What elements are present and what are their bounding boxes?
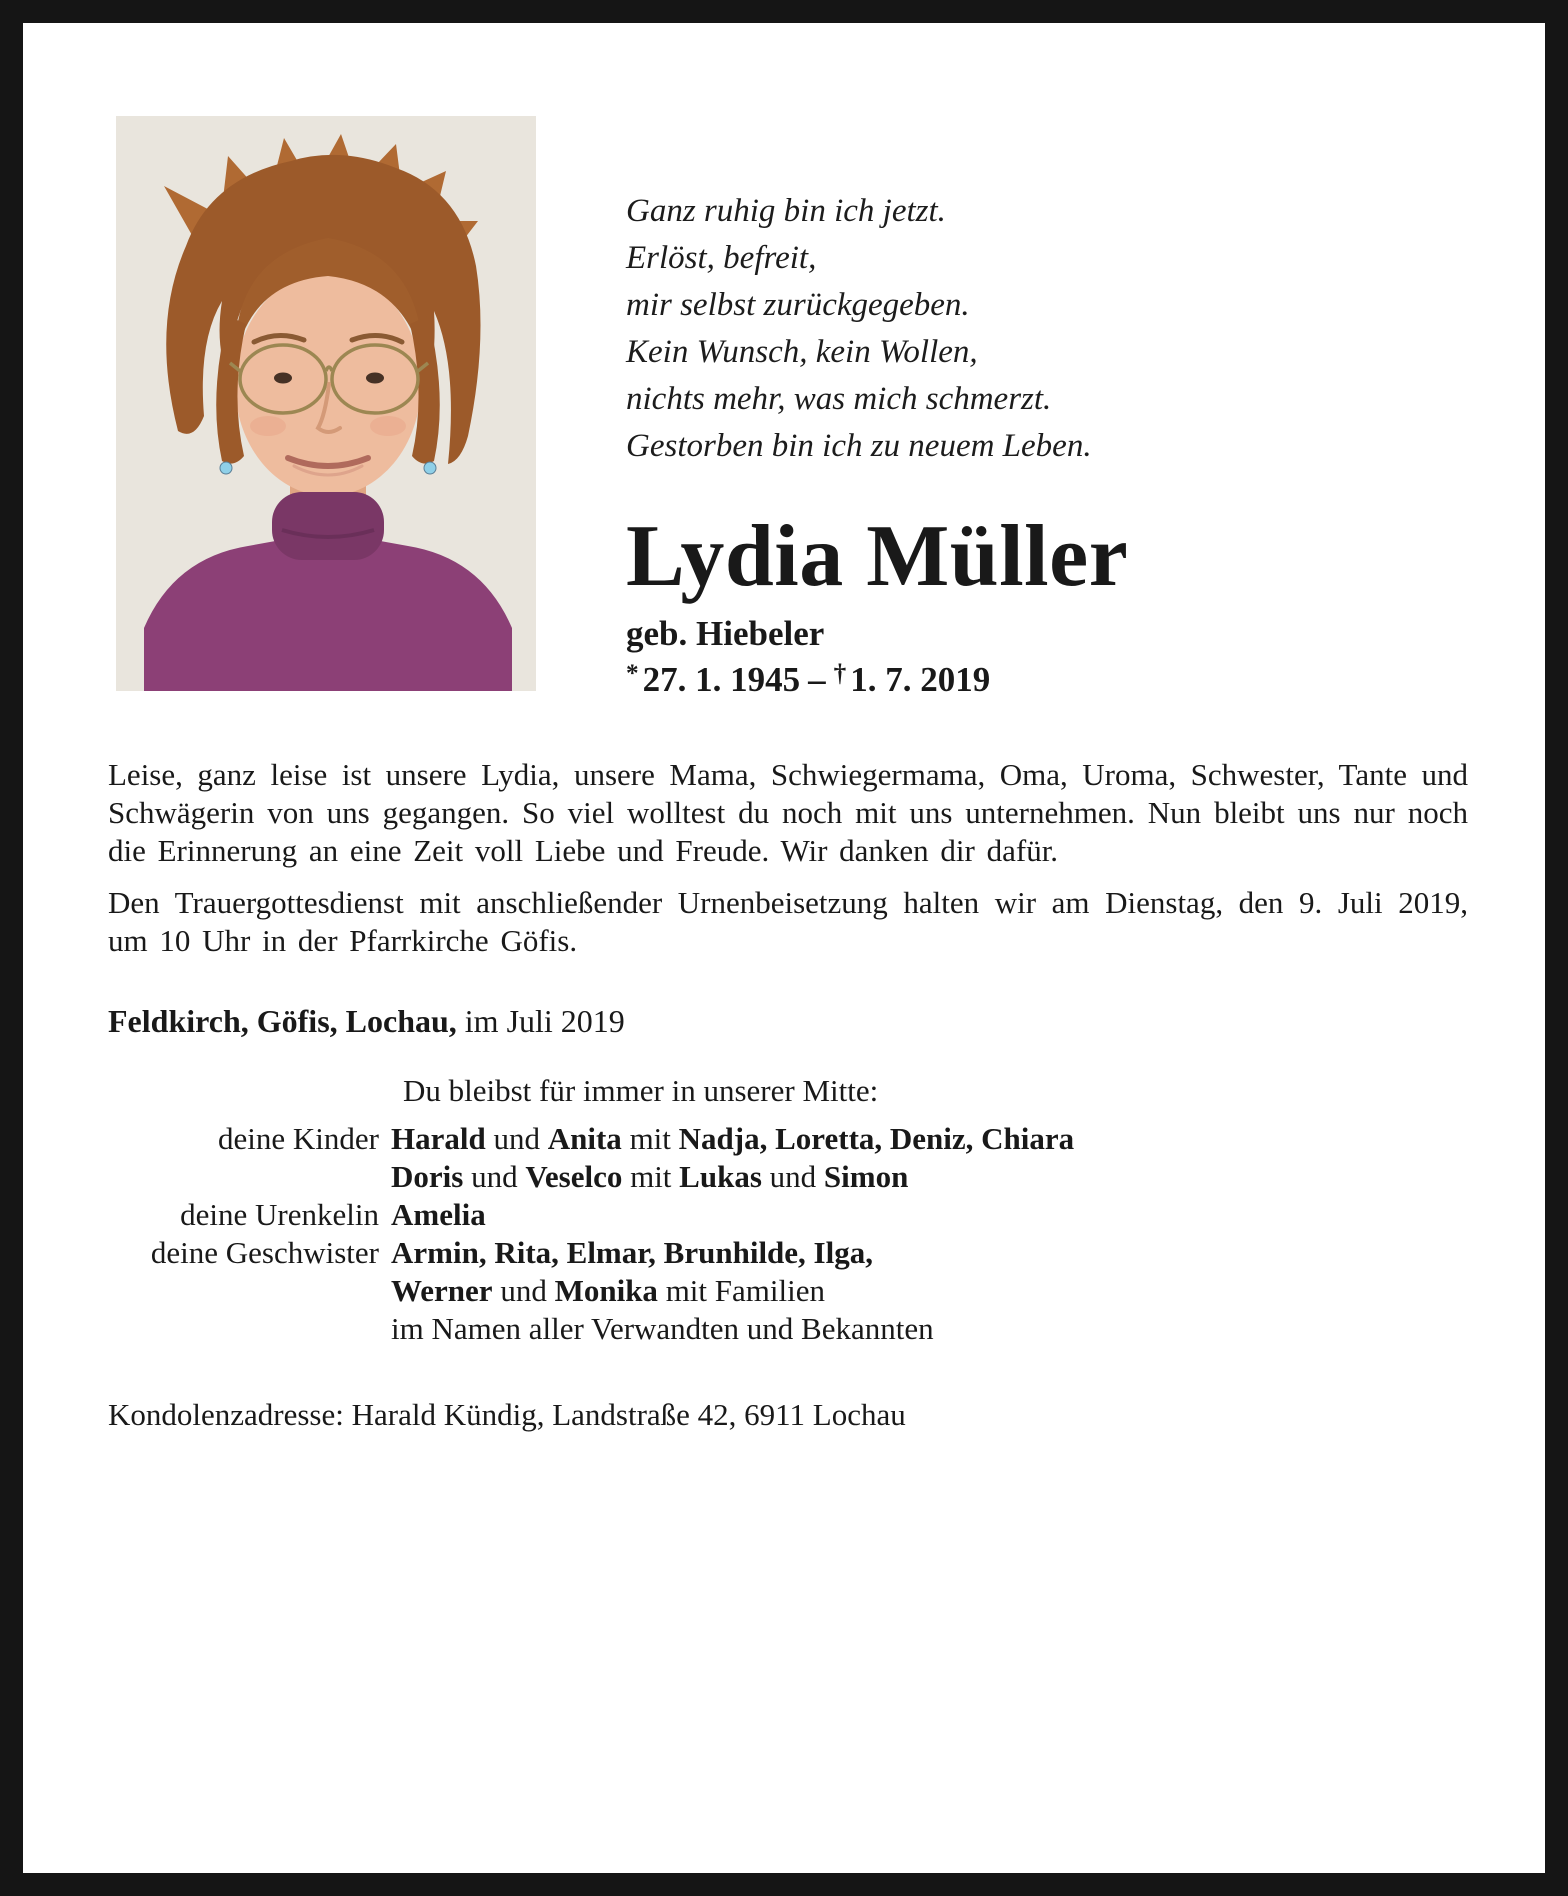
family-row xyxy=(108,1120,1468,1196)
condolence-address: Kondolenzadresse: Harald Kündig, Landstraße 42, 6911 Lochau xyxy=(108,1397,906,1432)
turtleneck-collar xyxy=(272,492,384,560)
family-connector-text: und xyxy=(492,1273,555,1308)
date-separator: – xyxy=(808,660,826,700)
poem-line: mir selbst zurückgegeben. xyxy=(626,287,970,323)
portrait-photo xyxy=(116,116,536,691)
left-cheek xyxy=(250,416,286,436)
family-names xyxy=(391,1310,1468,1348)
family-member-name: Armin, Rita, Elmar, Brunhilde, Ilga, xyxy=(391,1235,873,1270)
family-member-name: Monika xyxy=(554,1273,658,1308)
family-list xyxy=(108,1120,1468,1348)
life-dates xyxy=(626,660,1128,700)
poem-line: Kein Wunsch, kein Wollen, xyxy=(626,334,978,370)
left-eye xyxy=(274,373,292,384)
family-member-name: Nadja, Loretta, Deniz, Chiara xyxy=(678,1121,1075,1156)
portrait-photo-illustration xyxy=(116,116,536,691)
family-connector-text: mit xyxy=(621,1121,679,1156)
birth-symbol: * xyxy=(626,660,639,688)
family-connector-text: im Namen aller Verwandten und Bekannten xyxy=(391,1311,934,1346)
birth-date: 27. 1. 1945 xyxy=(642,660,801,700)
service-paragraph: Den Trauergottesdienst mit anschließender Urnenbeisetzung halten wir am Dienstag, den 9. Juli 2019, um 10 Uhr in der Pfarrkirche Göfis. xyxy=(108,885,1468,958)
places-date-line xyxy=(108,1002,1468,1040)
obituary-body xyxy=(108,756,1468,1434)
family-member-name: Simon xyxy=(823,1159,909,1194)
family-names xyxy=(391,1120,1468,1196)
places: Feldkirch, Göfis, Lochau, xyxy=(108,1003,457,1039)
family-member-name: Anita xyxy=(547,1121,622,1156)
obituary-paragraph: Leise, ganz leise ist unsere Lydia, unsere Mama, Schwiegermama, Oma, Uroma, Schwester, Tante und Schwägerin von uns gegangen. So viel wolltest du noch mit uns unternehmen. Nun bleibt uns nur noch die Erinnerung an eine Zeit voll Liebe und Freude. Wir danken dir dafür. xyxy=(108,757,1468,868)
right-earring xyxy=(424,462,436,474)
deceased-name: Lydia Müller xyxy=(626,508,1129,605)
family-member-name: Harald xyxy=(391,1121,486,1156)
family-member-name: Doris xyxy=(391,1159,464,1194)
maiden-name: geb. Hiebeler xyxy=(626,614,825,654)
family-role-label xyxy=(108,1310,391,1348)
family-names xyxy=(391,1234,1468,1310)
poem-line: Erlöst, befreit, xyxy=(626,240,817,276)
poem-line: nichts mehr, was mich schmerzt. xyxy=(626,381,1052,417)
deceased-header xyxy=(626,509,1128,700)
family-connector-text: und xyxy=(463,1159,526,1194)
death-symbol: † xyxy=(833,660,847,688)
right-eye xyxy=(366,373,384,384)
memorial-poem xyxy=(626,188,1092,470)
month-year: im Juli 2019 xyxy=(456,1003,625,1039)
family-role-label: deine Kinder xyxy=(218,1121,379,1156)
poem-line: Ganz ruhig bin ich jetzt. xyxy=(626,193,946,229)
family-connector-text: und xyxy=(761,1159,824,1194)
death-date: 1. 7. 2019 xyxy=(850,660,991,700)
family-role-label: deine Urenkelin xyxy=(180,1197,379,1232)
family-names xyxy=(391,1196,1468,1234)
family-connector-text: und xyxy=(485,1121,548,1156)
family-intro: Du bleibst für immer in unserer Mitte: xyxy=(403,1073,879,1108)
family-member-name: Veselco xyxy=(525,1159,623,1194)
family-connector-text: mit xyxy=(622,1159,680,1194)
right-cheek xyxy=(370,416,406,436)
left-earring xyxy=(220,462,232,474)
family-row xyxy=(108,1310,1468,1348)
family-row xyxy=(108,1196,1468,1234)
family-member-name: Amelia xyxy=(391,1197,486,1232)
poem-line: Gestorben bin ich zu neuem Leben. xyxy=(626,428,1092,464)
family-connector-text: mit Familien xyxy=(657,1273,825,1308)
family-role-label: deine Geschwister xyxy=(150,1235,379,1270)
family-member-name: Lukas xyxy=(679,1159,762,1194)
family-member-name: Werner xyxy=(391,1273,493,1308)
family-row xyxy=(108,1234,1468,1310)
